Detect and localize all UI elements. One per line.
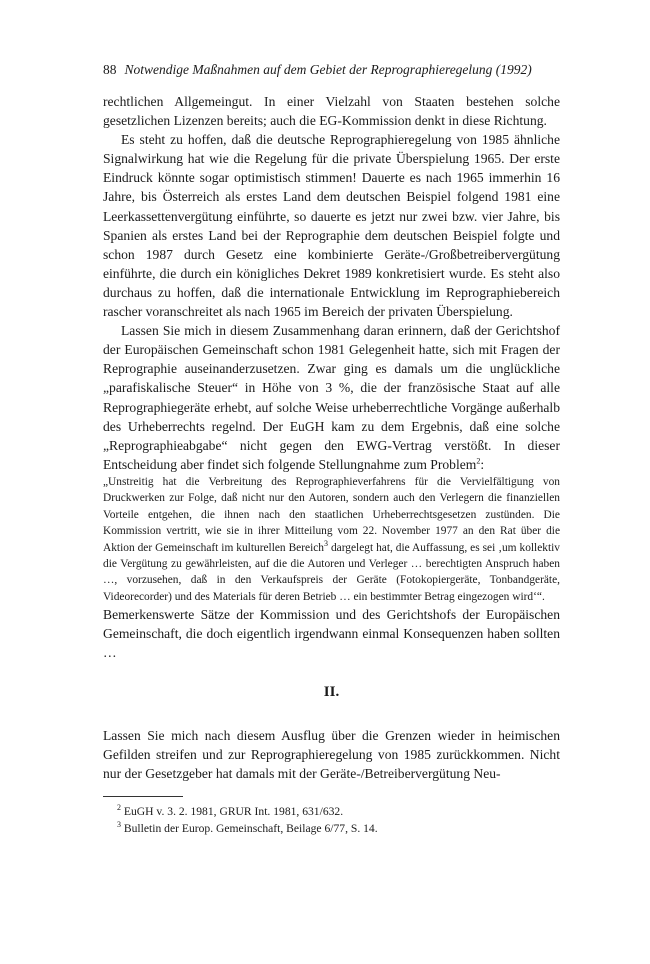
footnote-text: EuGH v. 3. 2. 1981, GRUR Int. 1981, 631/632.: [123, 805, 344, 818]
footnote-ref-2: 2: [476, 456, 481, 466]
running-title: Notwendige Maßnahmen auf dem Gebiet der Reprographieregelung (1992): [124, 62, 532, 77]
block-quote: [103, 474, 560, 605]
paragraph-4: Bemerkenswerte Sätze der Kommission und des Gerichtshofs der Europäischen Gemeinschaft, die doch eigentlich irgendwann einmal Konsequenzen haben sollten …: [103, 607, 560, 661]
paragraph-2: Es steht zu hoffen, daß die deutsche Reprographieregelung von 1985 ähnliche Signalwirkung hat wie die Regelung für die private Überspielung 1965. Der erste Eindruck könnte sogar optimistisch stimmen! Dauerte es nach 1965 immerhin 16 Jahre, bis Österreich als erstes Land dem deutschen Beispiel folgend 1981 eine Leerkassettenvergütung einführte, so dauerte es jetzt nur zwei bzw. vier Jahre, bis Spanien als erstes Land bei der Reprographie dem deutschen Beispiel folgte und schon 1987 durch Gesetz eine kombinierte Geräte-/Großbetreibervergütung einführte, die durch ein königliches Dekret 1989 konkretisiert wurde. Es steht also durchaus zu hoffen, daß die internationale Entwicklung im Reprographiebereich rascher voranschreitet als nach 1965 im Bereich der privaten Überspielung.: [103, 132, 560, 320]
body-text: [103, 92, 560, 783]
footnote-mark: 3: [117, 820, 121, 830]
footnotes: [103, 796, 560, 837]
footnote-ref-3: 3: [324, 538, 328, 548]
page-number: 88: [103, 62, 117, 77]
footnote-mark: 2: [117, 803, 121, 813]
paragraph-1: rechtlichen Allgemeingut. In einer Vielzahl von Staaten bestehen solche gesetzlichen Lizenzen bereits; auch die EG-Kommission denkt in diese Richtung.: [103, 94, 560, 129]
footnote-2: [103, 803, 560, 820]
running-header: [103, 62, 560, 78]
footnote-rule: [103, 796, 183, 797]
quote-part-a: „Unstreitig hat die Verbreitung des Reprographieverfahrens für die Vervielfältigung von Druckwerken zur Folge, daß nicht nur den Autoren, sondern auch den Verlegern die finanziellen Vorteile entgehen, die ihnen nach den staatlichen Urheberrechtsgesetzen zustünden. Die Kommission vertritt, wie sie in ihrer Mitteilung vom 22. November 1977 an den Rat über die Aktion der Gemeinschaft im kulturellen Bereich: [103, 475, 560, 554]
quote-part-b: dargelegt hat, die Auffassung, es sei ‚um kollektiv die Vergütung zu gewährleisten, auf die die Autoren und Verleger … berechtigten Anspruch haben …, vorzusehen, daß in den Verkaufspreis der Geräte (Fotokopiergeräte, Tonbandgeräte, Videorecorder) und des Materials für deren Betrieb … ein bestimmter Betrag eingezogen wird‘“.: [103, 541, 560, 603]
footnote-3: [103, 820, 560, 837]
paragraph-3: [103, 321, 560, 474]
paragraph-5: Lassen Sie mich nach diesem Ausflug über die Grenzen wieder in heimischen Gefilden streifen und zur Reprographieregelung von 1985 zurückkommen. Nicht nur der Gesetzgeber hat damals mit der Geräte-/Betreibervergütung Neu-: [103, 727, 560, 781]
paragraph-3-end: :: [480, 456, 485, 472]
footnote-text: Bulletin der Europ. Gemeinschaft, Beilage 6/77, S. 14.: [123, 822, 378, 835]
section-heading: II.: [323, 684, 340, 701]
paragraph-3-text: Lassen Sie mich in diesem Zusammenhang daran erinnern, daß der Gerichtshof der Europäischen Gemeinschaft schon 1981 Gelegenheit hatte, sich mit Fragen der Reprographie auseinanderzusetzen. Zwar ging es damals um die unglückliche „parafiskalische Steuer“ in Höhe von 3 %, die der französische Staat auf alle Reprographiegeräte erhebt, auf solche Weise urheberrechtliche Vorgänge außerhalb des Urheberrechts regelnd. Der EuGH kam zu dem Ergebnis, daß eine solche „Reprographieabgabe“ nicht gegen den EWG-Vertrag verstößt. In dieser Entscheidung aber findet sich folgende Stellungnahme zum Problem: [103, 323, 560, 472]
